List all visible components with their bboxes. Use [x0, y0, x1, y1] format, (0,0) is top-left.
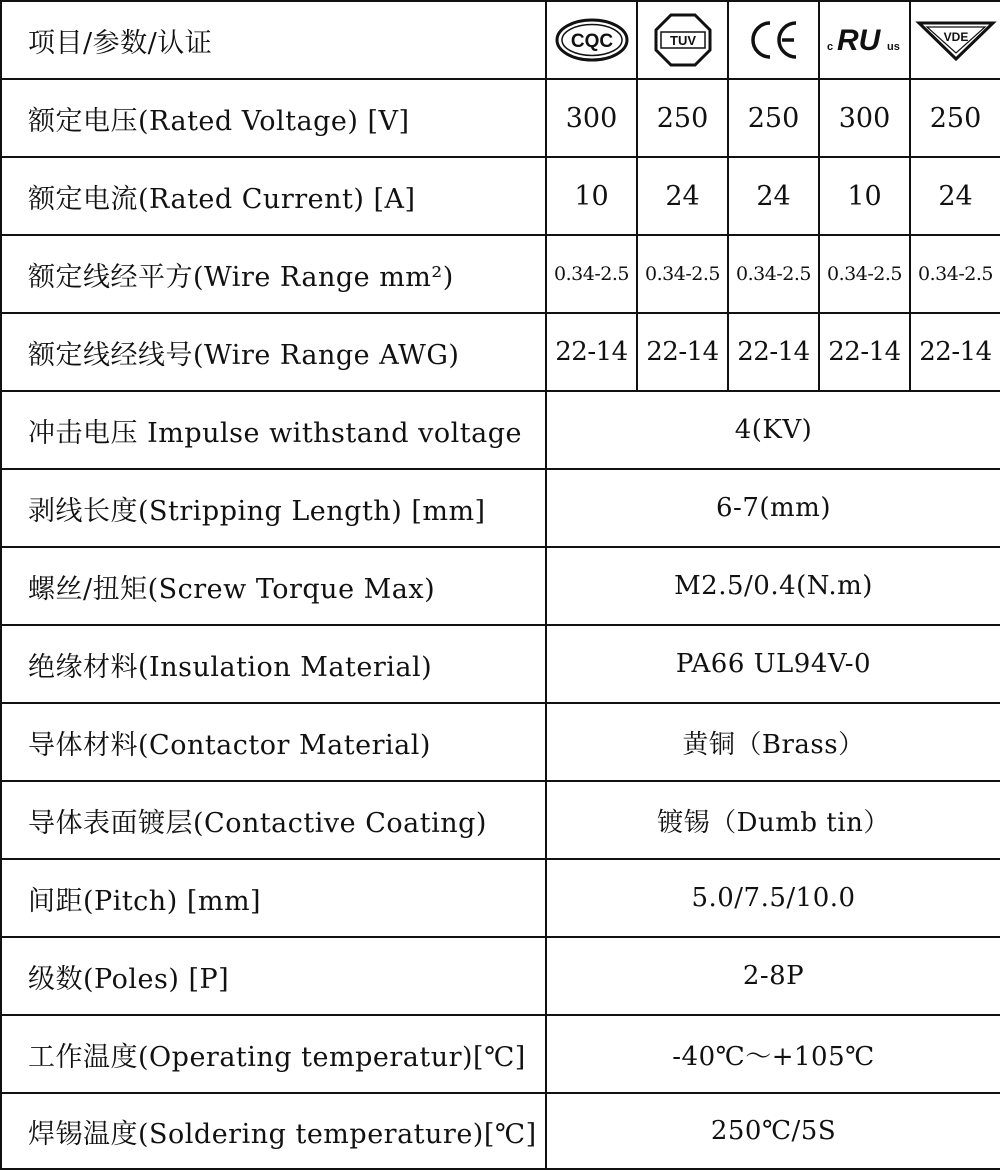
- row-label: 工作温度(Operating temperatur)[℃]: [1, 1015, 546, 1093]
- row-label: 剥线长度(Stripping Length) [mm]: [1, 469, 546, 547]
- rated-current-row: [1, 157, 1000, 235]
- header-param-label: 项目/参数/认证: [1, 1, 546, 79]
- poles-row: [1, 937, 1000, 1015]
- row-label: 额定线经平方(Wire Range mm²): [1, 235, 546, 313]
- cqc-value: 22-14: [546, 313, 637, 391]
- row-label: 额定线经线号(Wire Range AWG): [1, 313, 546, 391]
- row-value: 镀锡（Dumb tin）: [546, 781, 1000, 859]
- row-value: -40℃～+105℃: [546, 1015, 1000, 1093]
- row-label: 额定电流(Rated Current) [A]: [1, 157, 546, 235]
- tuv-logo-cell: [637, 1, 728, 79]
- row-value: 黄铜（Brass）: [546, 703, 1000, 781]
- insulation-material-row: [1, 625, 1000, 703]
- vde-value: 0.34-2.5: [910, 235, 1000, 313]
- tuv-logo-text: TUV: [669, 33, 696, 48]
- row-value: 6-7(mm): [546, 469, 1000, 547]
- ul-value: 0.34-2.5: [819, 235, 910, 313]
- ce-value: 24: [728, 157, 819, 235]
- vde-value: 22-14: [910, 313, 1000, 391]
- ul-value: 22-14: [819, 313, 910, 391]
- contactive-coating-row: [1, 781, 1000, 859]
- ce-logo-cell: [728, 1, 819, 79]
- row-value: 250℃/5S: [546, 1093, 1000, 1169]
- tuv-value: 24: [637, 157, 728, 235]
- vde-logo-text: VDE: [943, 30, 968, 44]
- row-label: 级数(Poles) [P]: [1, 937, 546, 1015]
- cqc-value: 0.34-2.5: [546, 235, 637, 313]
- svg-text:us: us: [886, 41, 900, 53]
- impulse-voltage-row: [1, 391, 1000, 469]
- row-label: 螺丝/扭矩(Screw Torque Max): [1, 547, 546, 625]
- row-value: 4(KV): [546, 391, 1000, 469]
- ce-value: 250: [728, 79, 819, 157]
- row-value: 2-8P: [546, 937, 1000, 1015]
- wire-range-mm2-row: [1, 235, 1000, 313]
- wire-range-awg-row: [1, 313, 1000, 391]
- soldering-temperature-row: [1, 1093, 1000, 1169]
- tuv-value: 0.34-2.5: [637, 235, 728, 313]
- ul-logo-cell: [819, 1, 910, 79]
- cqc-value: 300: [546, 79, 637, 157]
- row-label: 间距(Pitch) [mm]: [1, 859, 546, 937]
- row-value: M2.5/0.4(N.m): [546, 547, 1000, 625]
- svg-text:c: c: [826, 41, 833, 53]
- cqc-logo-cell: [546, 1, 637, 79]
- vde-value: 250: [910, 79, 1000, 157]
- tuv-logo-icon: [653, 12, 713, 68]
- row-value: 5.0/7.5/10.0: [546, 859, 1000, 937]
- row-label: 焊锡温度(Soldering temperature)[℃]: [1, 1093, 546, 1169]
- vde-logo-cell: [910, 1, 1000, 79]
- pitch-row: [1, 859, 1000, 937]
- cqc-logo-text: CQC: [570, 31, 613, 52]
- ul-value: 10: [819, 157, 910, 235]
- tuv-value: 22-14: [637, 313, 728, 391]
- vde-value: 24: [910, 157, 1000, 235]
- stripping-length-row: [1, 469, 1000, 547]
- tuv-value: 250: [637, 79, 728, 157]
- row-label: 导体材料(Contactor Material): [1, 703, 546, 781]
- svg-text:RU: RU: [836, 24, 880, 57]
- ul-logo-icon: [825, 20, 905, 60]
- cqc-value: 10: [546, 157, 637, 235]
- ce-logo-icon: [746, 18, 802, 62]
- operating-temperature-row: [1, 1015, 1000, 1093]
- rated-voltage-row: [1, 79, 1000, 157]
- ul-value: 300: [819, 79, 910, 157]
- screw-torque-row: [1, 547, 1000, 625]
- row-value: PA66 UL94V-0: [546, 625, 1000, 703]
- vde-logo-icon: [915, 17, 997, 63]
- ce-value: 0.34-2.5: [728, 235, 819, 313]
- ce-value: 22-14: [728, 313, 819, 391]
- row-label: 绝缘材料(Insulation Material): [1, 625, 546, 703]
- row-label: 额定电压(Rated Voltage) [V]: [1, 79, 546, 157]
- cqc-logo-icon: [554, 15, 630, 65]
- row-label: 冲击电压 Impulse withstand voltage: [1, 391, 546, 469]
- row-label: 导体表面镀层(Contactive Coating): [1, 781, 546, 859]
- contactor-material-row: [1, 703, 1000, 781]
- header-row: [1, 1, 1000, 79]
